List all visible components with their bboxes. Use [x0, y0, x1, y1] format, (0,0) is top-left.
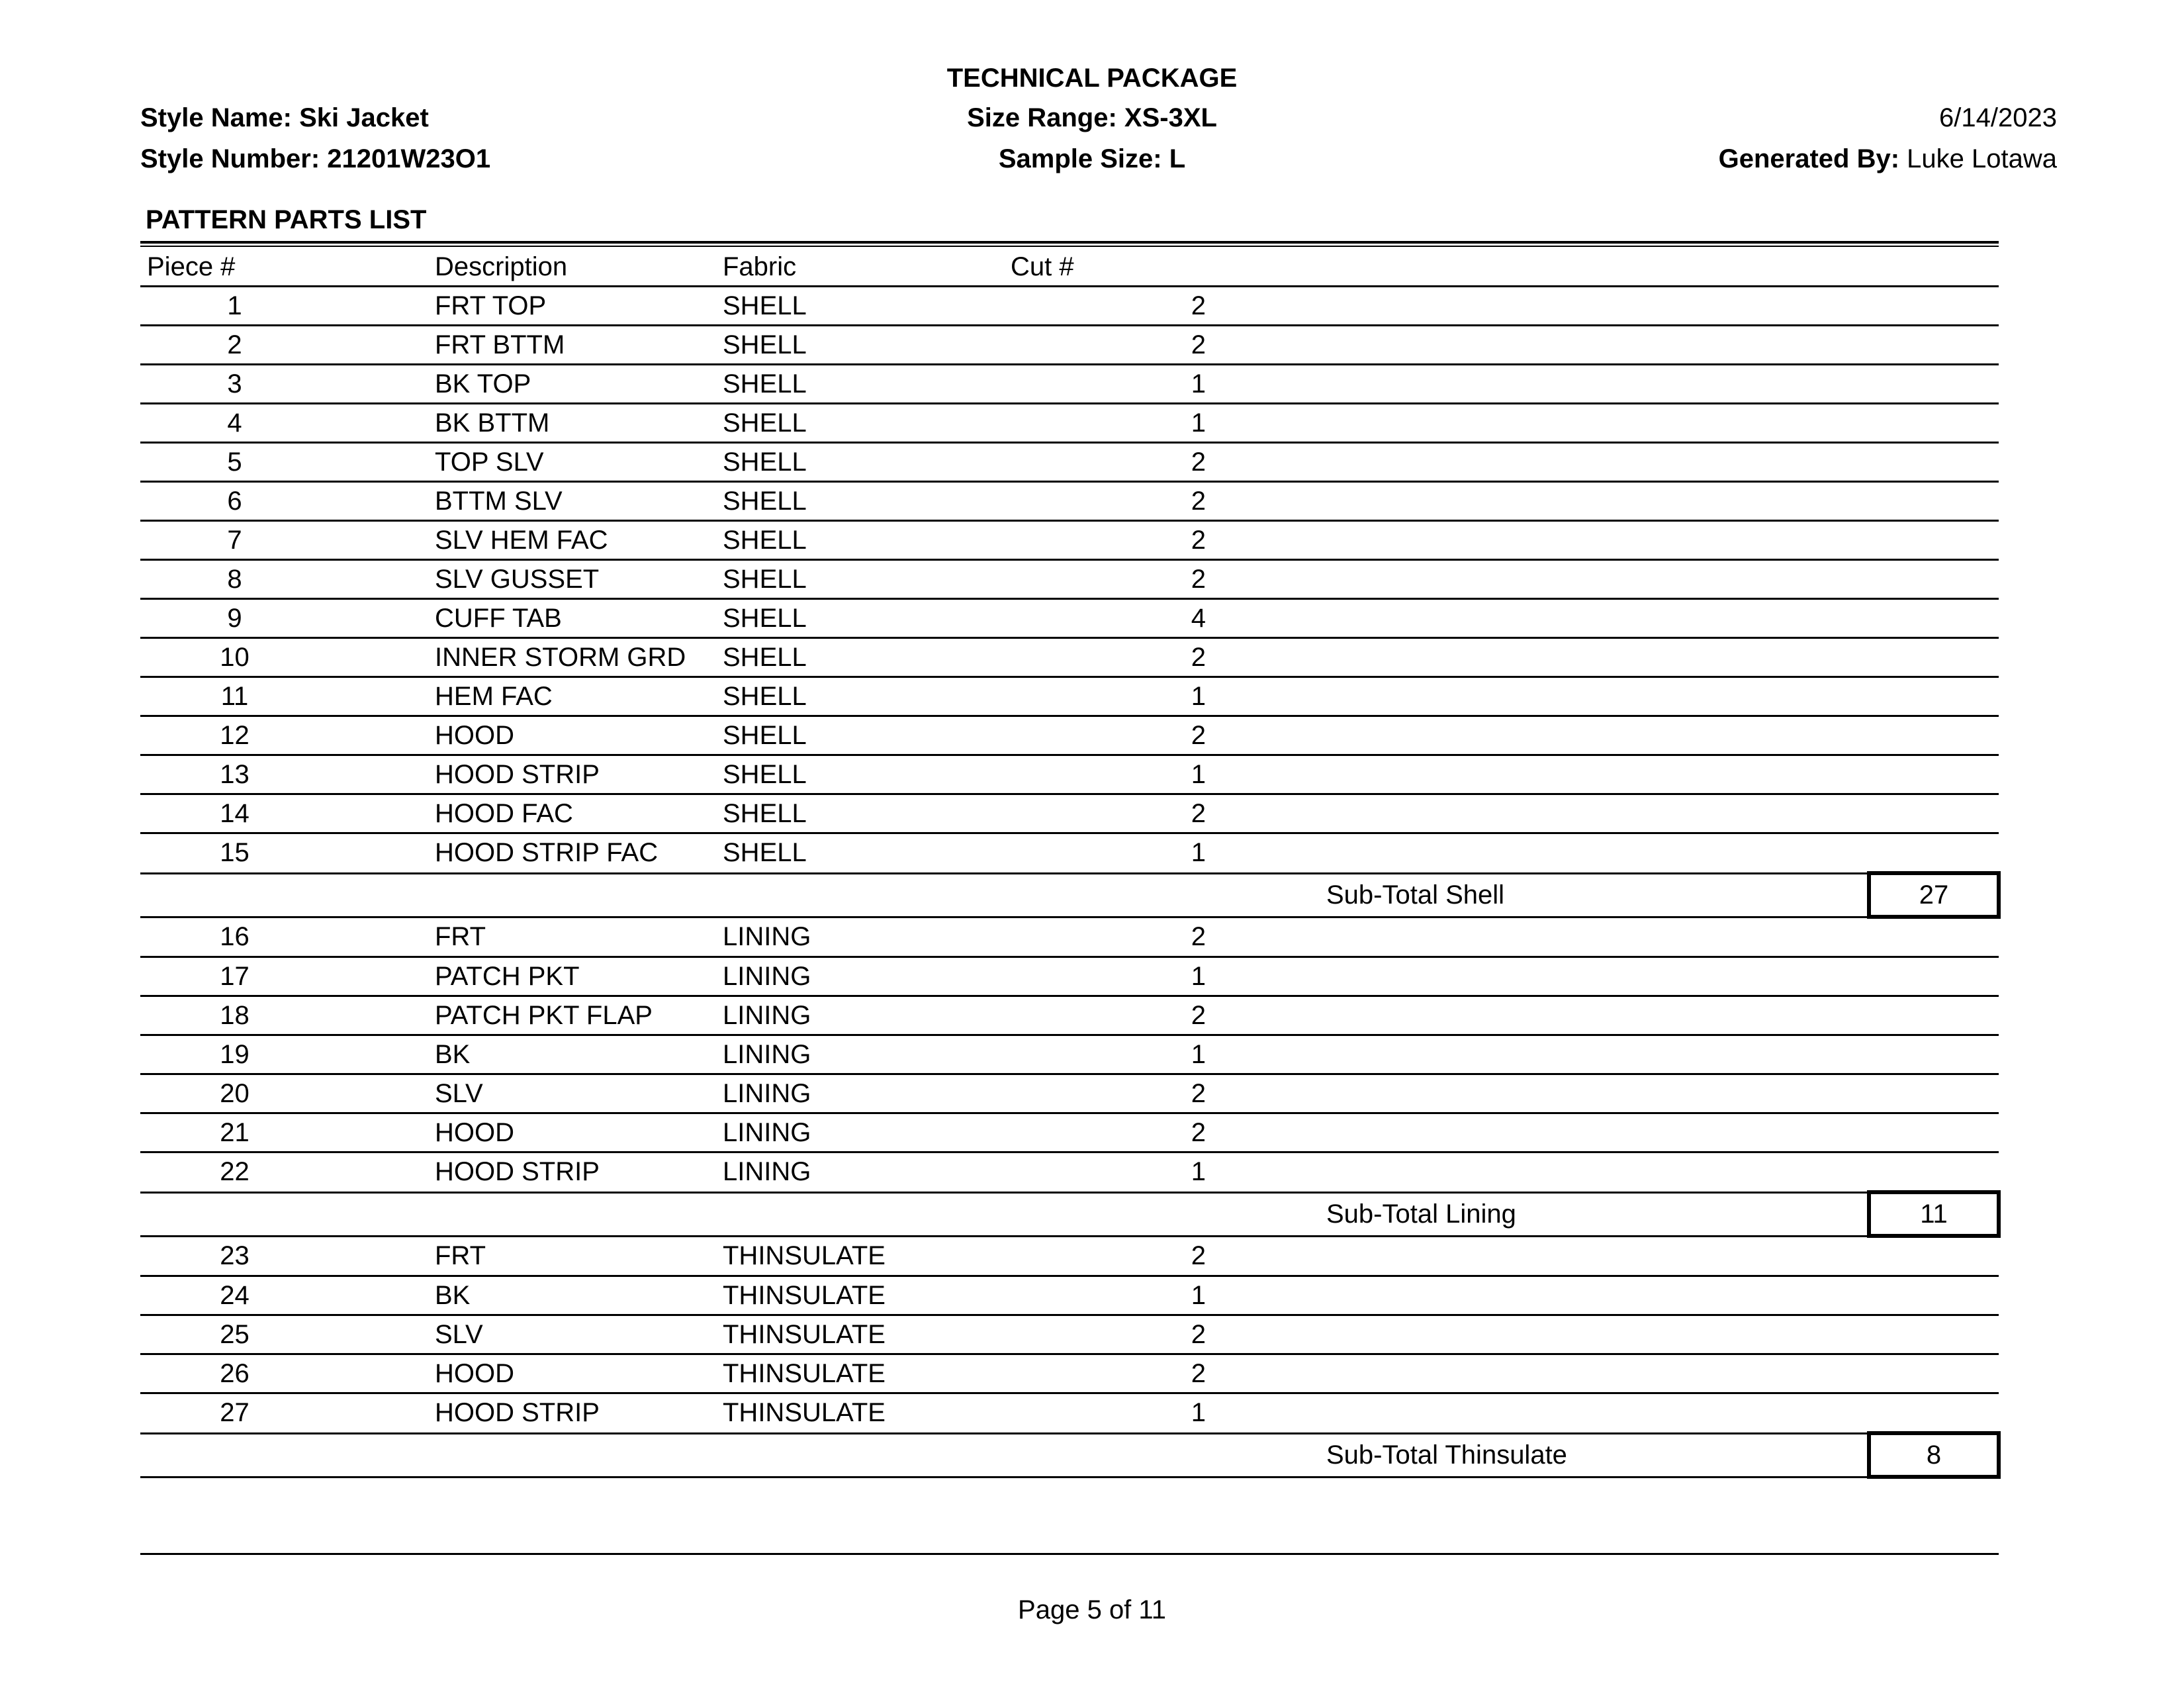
empty-cell — [1869, 560, 1999, 599]
part-fabric: THINSULATE — [716, 1393, 1004, 1434]
table-row — [140, 1393, 1999, 1434]
table-row — [140, 794, 1999, 833]
part-fabric: SHELL — [716, 404, 1004, 443]
empty-cell — [1869, 1035, 1999, 1074]
part-fabric: SHELL — [716, 638, 1004, 677]
part-fabric: THINSULATE — [716, 1315, 1004, 1354]
table-row — [140, 638, 1999, 677]
empty-cell — [1292, 287, 1580, 326]
part-fabric: SHELL — [716, 287, 1004, 326]
cut-count: 2 — [1004, 1315, 1292, 1354]
part-description: CUFF TAB — [428, 599, 716, 638]
parts-table-body — [140, 287, 1999, 1477]
empty-cell — [1869, 521, 1999, 560]
cut-count: 1 — [1004, 404, 1292, 443]
empty-cell — [1580, 443, 1869, 482]
part-description: FRT — [428, 917, 716, 957]
empty-cell — [1004, 1433, 1292, 1477]
piece-number: 14 — [140, 794, 428, 833]
part-fabric: THINSULATE — [716, 1276, 1004, 1315]
empty-cell — [1580, 794, 1869, 833]
table-row — [140, 996, 1999, 1035]
table-row — [140, 404, 1999, 443]
empty-cell — [1869, 404, 1999, 443]
piece-number: 2 — [140, 326, 428, 365]
style-name: Style Name: Ski Jacket — [140, 103, 429, 132]
empty-cell — [1292, 833, 1580, 874]
table-row — [140, 560, 1999, 599]
section-rule-bottom — [140, 246, 1999, 247]
empty-cell — [140, 1192, 428, 1236]
empty-cell — [1580, 638, 1869, 677]
empty-cell — [1292, 1113, 1580, 1152]
cut-count: 2 — [1004, 996, 1292, 1035]
col-fabric-header: Fabric — [716, 249, 1004, 287]
part-description: FRT — [428, 1236, 716, 1276]
part-description: SLV — [428, 1315, 716, 1354]
piece-number: 13 — [140, 755, 428, 794]
piece-number: 24 — [140, 1276, 428, 1315]
table-row — [140, 957, 1999, 996]
empty-cell — [1580, 833, 1869, 874]
empty-cell — [428, 1192, 716, 1236]
empty-cell — [140, 1433, 428, 1477]
empty-cell — [1869, 996, 1999, 1035]
table-row — [140, 365, 1999, 404]
empty-cell — [1292, 1152, 1580, 1193]
table-row — [140, 833, 1999, 874]
table-row — [140, 482, 1999, 521]
empty-cell — [140, 873, 428, 917]
part-fabric: SHELL — [716, 365, 1004, 404]
empty-cell — [1580, 755, 1869, 794]
page-number: Page 5 of 11 — [1018, 1595, 1166, 1624]
empty-cell — [1869, 599, 1999, 638]
empty-cell — [1292, 1035, 1580, 1074]
generated-by-label: Generated By: — [1718, 144, 1900, 173]
part-description: TOP SLV — [428, 443, 716, 482]
cut-count: 2 — [1004, 521, 1292, 560]
part-description: HOOD — [428, 716, 716, 755]
table-row — [140, 521, 1999, 560]
subtotal-label: Sub-Total Thinsulate — [1292, 1433, 1869, 1477]
piece-number: 1 — [140, 287, 428, 326]
empty-cell — [1869, 443, 1999, 482]
empty-cell — [1292, 1315, 1580, 1354]
subtotal-value: 8 — [1869, 1433, 1999, 1477]
subtotal-label: Sub-Total Lining — [1292, 1192, 1869, 1236]
cut-count: 2 — [1004, 287, 1292, 326]
cut-count: 2 — [1004, 443, 1292, 482]
subtotal-row — [140, 1192, 1999, 1236]
empty-cell — [1292, 1354, 1580, 1393]
part-description: HOOD STRIP — [428, 1152, 716, 1193]
pattern-parts-table — [140, 249, 2001, 1479]
part-description: FRT BTTM — [428, 326, 716, 365]
document-date: 6/14/2023 — [1939, 103, 2057, 132]
part-fabric: SHELL — [716, 482, 1004, 521]
empty-cell — [1869, 677, 1999, 716]
empty-cell — [1869, 1276, 1999, 1315]
empty-cell — [1292, 957, 1580, 996]
cut-count: 2 — [1004, 917, 1292, 957]
empty-cell — [1580, 365, 1869, 404]
subtotal-row — [140, 873, 1999, 917]
empty-cell — [1292, 1074, 1580, 1113]
part-fabric: SHELL — [716, 599, 1004, 638]
empty-cell — [1292, 794, 1580, 833]
sample-size: Sample Size: L — [998, 144, 1186, 173]
part-description: SLV GUSSET — [428, 560, 716, 599]
empty-cell — [1869, 326, 1999, 365]
col-cut-header: Cut # — [1004, 249, 1292, 287]
part-fabric: SHELL — [716, 326, 1004, 365]
part-fabric: SHELL — [716, 833, 1004, 874]
cut-count: 2 — [1004, 1354, 1292, 1393]
col-description-header: Description — [428, 249, 716, 287]
cut-count: 2 — [1004, 1074, 1292, 1113]
empty-cell — [1869, 833, 1999, 874]
empty-cell — [1292, 638, 1580, 677]
piece-number: 17 — [140, 957, 428, 996]
empty-cell — [1580, 1315, 1869, 1354]
table-end-rule — [140, 1553, 1999, 1555]
piece-number: 21 — [140, 1113, 428, 1152]
part-description: HOOD STRIP FAC — [428, 833, 716, 874]
part-description: PATCH PKT FLAP — [428, 996, 716, 1035]
piece-number: 9 — [140, 599, 428, 638]
piece-number: 20 — [140, 1074, 428, 1113]
part-description: HOOD STRIP — [428, 755, 716, 794]
table-row — [140, 599, 1999, 638]
part-fabric: LINING — [716, 1035, 1004, 1074]
empty-cell — [1292, 443, 1580, 482]
empty-cell — [1580, 1236, 1869, 1276]
piece-number: 23 — [140, 1236, 428, 1276]
piece-number: 12 — [140, 716, 428, 755]
empty-cell — [1869, 716, 1999, 755]
empty-cell — [1580, 1354, 1869, 1393]
part-description: BK BTTM — [428, 404, 716, 443]
part-fabric: LINING — [716, 996, 1004, 1035]
table-row — [140, 716, 1999, 755]
empty-cell — [1580, 1152, 1869, 1193]
empty-cell — [1004, 1192, 1292, 1236]
piece-number: 8 — [140, 560, 428, 599]
part-description: HOOD — [428, 1113, 716, 1152]
cut-count: 1 — [1004, 1393, 1292, 1434]
empty-cell — [1869, 1393, 1999, 1434]
cut-count: 2 — [1004, 716, 1292, 755]
part-description: BK — [428, 1035, 716, 1074]
empty-cell — [1580, 326, 1869, 365]
generated-by — [1719, 143, 2057, 175]
part-fabric: LINING — [716, 917, 1004, 957]
empty-cell — [1869, 755, 1999, 794]
cut-count: 2 — [1004, 560, 1292, 599]
table-row — [140, 677, 1999, 716]
piece-number: 6 — [140, 482, 428, 521]
empty-cell — [1869, 365, 1999, 404]
empty-cell — [1580, 1113, 1869, 1152]
empty-cell — [1869, 482, 1999, 521]
table-row — [140, 1074, 1999, 1113]
piece-number: 10 — [140, 638, 428, 677]
empty-cell — [1580, 677, 1869, 716]
empty-cell — [1580, 599, 1869, 638]
size-range: Size Range: XS-3XL — [967, 103, 1217, 132]
empty-cell — [1292, 716, 1580, 755]
piece-number: 16 — [140, 917, 428, 957]
cut-count: 1 — [1004, 833, 1292, 874]
part-description: SLV HEM FAC — [428, 521, 716, 560]
empty-cell — [1580, 560, 1869, 599]
empty-cell — [1292, 996, 1580, 1035]
empty-cell — [1869, 1236, 1999, 1276]
part-description: HEM FAC — [428, 677, 716, 716]
cut-count: 1 — [1004, 755, 1292, 794]
empty-cell — [1004, 873, 1292, 917]
empty-cell — [1869, 917, 1999, 957]
part-fabric: THINSULATE — [716, 1354, 1004, 1393]
table-row — [140, 1152, 1999, 1193]
part-fabric: SHELL — [716, 443, 1004, 482]
empty-cell — [1292, 404, 1580, 443]
empty-cell — [428, 873, 716, 917]
empty-cell — [1292, 755, 1580, 794]
subtotal-value: 27 — [1869, 873, 1999, 917]
table-row — [140, 1354, 1999, 1393]
part-fabric: THINSULATE — [716, 1236, 1004, 1276]
part-fabric: SHELL — [716, 521, 1004, 560]
table-header-row — [140, 249, 1999, 287]
table-row — [140, 755, 1999, 794]
empty-cell — [1869, 1354, 1999, 1393]
part-fabric: LINING — [716, 957, 1004, 996]
empty-cell — [1580, 287, 1869, 326]
part-description: HOOD — [428, 1354, 716, 1393]
part-fabric: LINING — [716, 1074, 1004, 1113]
piece-number: 3 — [140, 365, 428, 404]
table-row — [140, 1315, 1999, 1354]
cut-count: 2 — [1004, 1113, 1292, 1152]
document-title: TECHNICAL PACKAGE — [946, 64, 1238, 93]
table-row — [140, 443, 1999, 482]
table-row — [140, 1276, 1999, 1315]
table-row — [140, 326, 1999, 365]
cut-count: 2 — [1004, 794, 1292, 833]
part-fabric: SHELL — [716, 716, 1004, 755]
generated-by-name: Luke Lotawa — [1907, 144, 2057, 173]
part-description: BK TOP — [428, 365, 716, 404]
empty-cell — [1292, 1276, 1580, 1315]
empty-cell — [1580, 996, 1869, 1035]
part-fabric: SHELL — [716, 677, 1004, 716]
piece-number: 11 — [140, 677, 428, 716]
empty-cell — [1292, 326, 1580, 365]
part-fabric: LINING — [716, 1113, 1004, 1152]
piece-number: 25 — [140, 1315, 428, 1354]
part-description: BK — [428, 1276, 716, 1315]
part-fabric: SHELL — [716, 755, 1004, 794]
empty-cell — [1580, 917, 1869, 957]
cut-count: 2 — [1004, 1236, 1292, 1276]
part-description: SLV — [428, 1074, 716, 1113]
section-title: PATTERN PARTS LIST — [146, 205, 427, 234]
table-row — [140, 1236, 1999, 1276]
empty-cell — [1580, 1276, 1869, 1315]
empty-cell — [1869, 957, 1999, 996]
empty-cell — [1580, 404, 1869, 443]
part-description: INNER STORM GRD — [428, 638, 716, 677]
cut-count: 2 — [1004, 638, 1292, 677]
piece-number: 27 — [140, 1393, 428, 1434]
cut-count: 1 — [1004, 1152, 1292, 1193]
piece-number: 5 — [140, 443, 428, 482]
style-number: Style Number: 21201W23O1 — [140, 144, 491, 173]
empty-cell — [1580, 482, 1869, 521]
table-row — [140, 1035, 1999, 1074]
empty-cell — [1580, 521, 1869, 560]
piece-number: 7 — [140, 521, 428, 560]
empty-cell — [1869, 1315, 1999, 1354]
empty-cell — [1292, 482, 1580, 521]
cut-count: 1 — [1004, 1276, 1292, 1315]
cut-count: 1 — [1004, 677, 1292, 716]
piece-number: 26 — [140, 1354, 428, 1393]
empty-cell — [1580, 1074, 1869, 1113]
piece-number: 15 — [140, 833, 428, 874]
part-description: HOOD FAC — [428, 794, 716, 833]
piece-number: 4 — [140, 404, 428, 443]
empty-cell — [1580, 1393, 1869, 1434]
empty-cell — [1869, 1113, 1999, 1152]
part-fabric: SHELL — [716, 794, 1004, 833]
subtotal-label: Sub-Total Shell — [1292, 873, 1869, 917]
cut-count: 2 — [1004, 482, 1292, 521]
empty-cell — [1292, 365, 1580, 404]
piece-number: 18 — [140, 996, 428, 1035]
empty-cell — [716, 873, 1004, 917]
empty-cell — [1869, 287, 1999, 326]
empty-cell — [1580, 1035, 1869, 1074]
empty-cell — [1292, 599, 1580, 638]
part-description: PATCH PKT — [428, 957, 716, 996]
section-rule-top — [140, 241, 1999, 244]
empty-cell — [1292, 1393, 1580, 1434]
col-piece-header: Piece # — [140, 249, 428, 287]
empty-cell — [1292, 1236, 1580, 1276]
empty-cell — [1580, 716, 1869, 755]
subtotal-value: 11 — [1869, 1192, 1999, 1236]
subtotal-row — [140, 1433, 1999, 1477]
cut-count: 1 — [1004, 1035, 1292, 1074]
part-description: HOOD STRIP — [428, 1393, 716, 1434]
piece-number: 22 — [140, 1152, 428, 1193]
empty-cell — [1292, 521, 1580, 560]
table-row — [140, 1113, 1999, 1152]
cut-count: 1 — [1004, 957, 1292, 996]
part-fabric: LINING — [716, 1152, 1004, 1193]
table-row — [140, 287, 1999, 326]
empty-cell — [1869, 1152, 1999, 1193]
empty-cell — [1292, 677, 1580, 716]
empty-cell — [1292, 560, 1580, 599]
empty-cell — [1580, 957, 1869, 996]
empty-cell — [1292, 917, 1580, 957]
empty-cell — [716, 1433, 1004, 1477]
empty-cell — [1869, 1074, 1999, 1113]
part-description: FRT TOP — [428, 287, 716, 326]
part-fabric: SHELL — [716, 560, 1004, 599]
empty-cell — [1869, 794, 1999, 833]
cut-count: 2 — [1004, 326, 1292, 365]
piece-number: 19 — [140, 1035, 428, 1074]
cut-count: 1 — [1004, 365, 1292, 404]
part-description: BTTM SLV — [428, 482, 716, 521]
cut-count: 4 — [1004, 599, 1292, 638]
table-row — [140, 917, 1999, 957]
empty-cell — [716, 1192, 1004, 1236]
empty-cell — [428, 1433, 716, 1477]
empty-cell — [1869, 638, 1999, 677]
